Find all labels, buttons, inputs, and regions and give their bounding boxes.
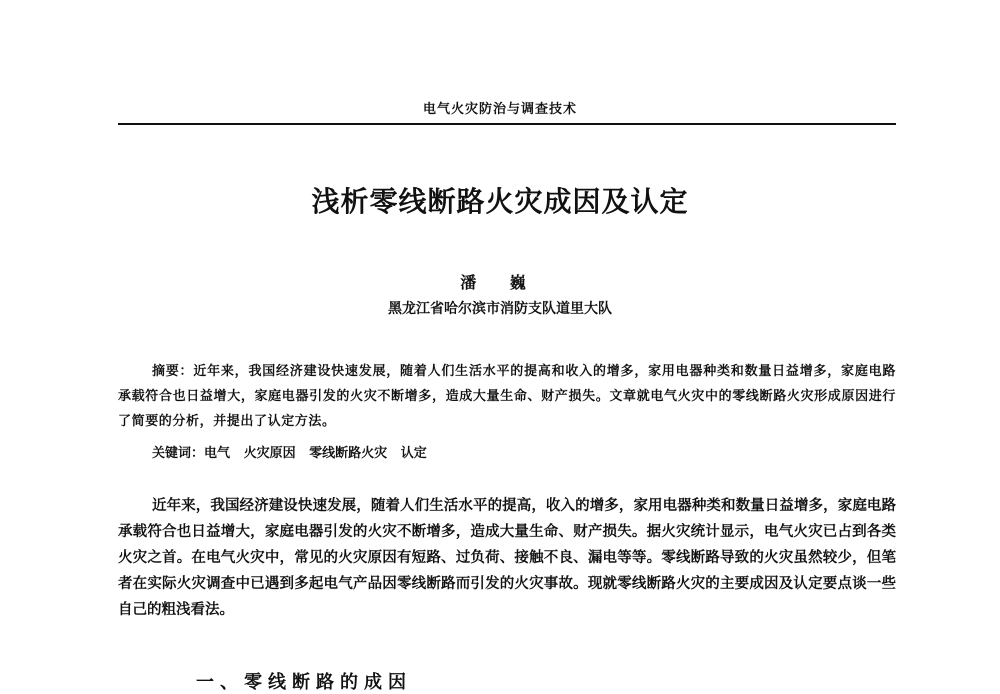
author-affiliation: 黑龙江省哈尔滨市消防支队道里大队 <box>388 301 612 317</box>
author-name: 潘 巍 <box>460 273 540 292</box>
section-heading: 一、零线断路的成因 <box>196 672 412 693</box>
body-paragraph: 近年来，我国经济建设快速发展，随着人们生活水平的提高，收入的增多，家用电器种类和数量日益增多，家庭电路承载符合也日益增大，家庭电器引发的火灾不断增多，造成大量生命、财产损失。据火灾统计显示，电气火灾已占到各类火灾之首。在电气火灾中，常见的火灾原因有短路、过负荷、接触不良、漏电等等。零线断路导致的火灾虽然较少，但笔者在实际火灾调查中已遇到多起电气产品因零线断路而引发的火灾事故。现就零线断路火灾的主要成因及认定要点谈一些自己的粗浅看法。 <box>118 497 896 618</box>
keywords <box>152 442 427 461</box>
keywords-text: 电气 火灾原因 零线断路火灾 认定 <box>204 446 427 461</box>
keywords-label: 关键词： <box>152 446 205 461</box>
running-head: 电气火灾防治与调查技术 <box>422 102 577 117</box>
header-rule <box>118 123 896 125</box>
abstract-label: 摘要： <box>152 364 194 379</box>
article-title: 浅析零线断路火灾成因及认定 <box>311 185 689 218</box>
abstract <box>118 359 896 434</box>
abstract-text: 近年来，我国经济建设快速发展，随着人们生活水平的提高和收入的增多，家用电器种类和数量日益增多，家庭电路承载符合也日益增大，家庭电器引发的火灾不断增多，造成大量生命、财产损失。文章就电气火灾中的零线断路火灾形成原因进行了简要的分析，并提出了认定方法。 <box>118 364 896 429</box>
